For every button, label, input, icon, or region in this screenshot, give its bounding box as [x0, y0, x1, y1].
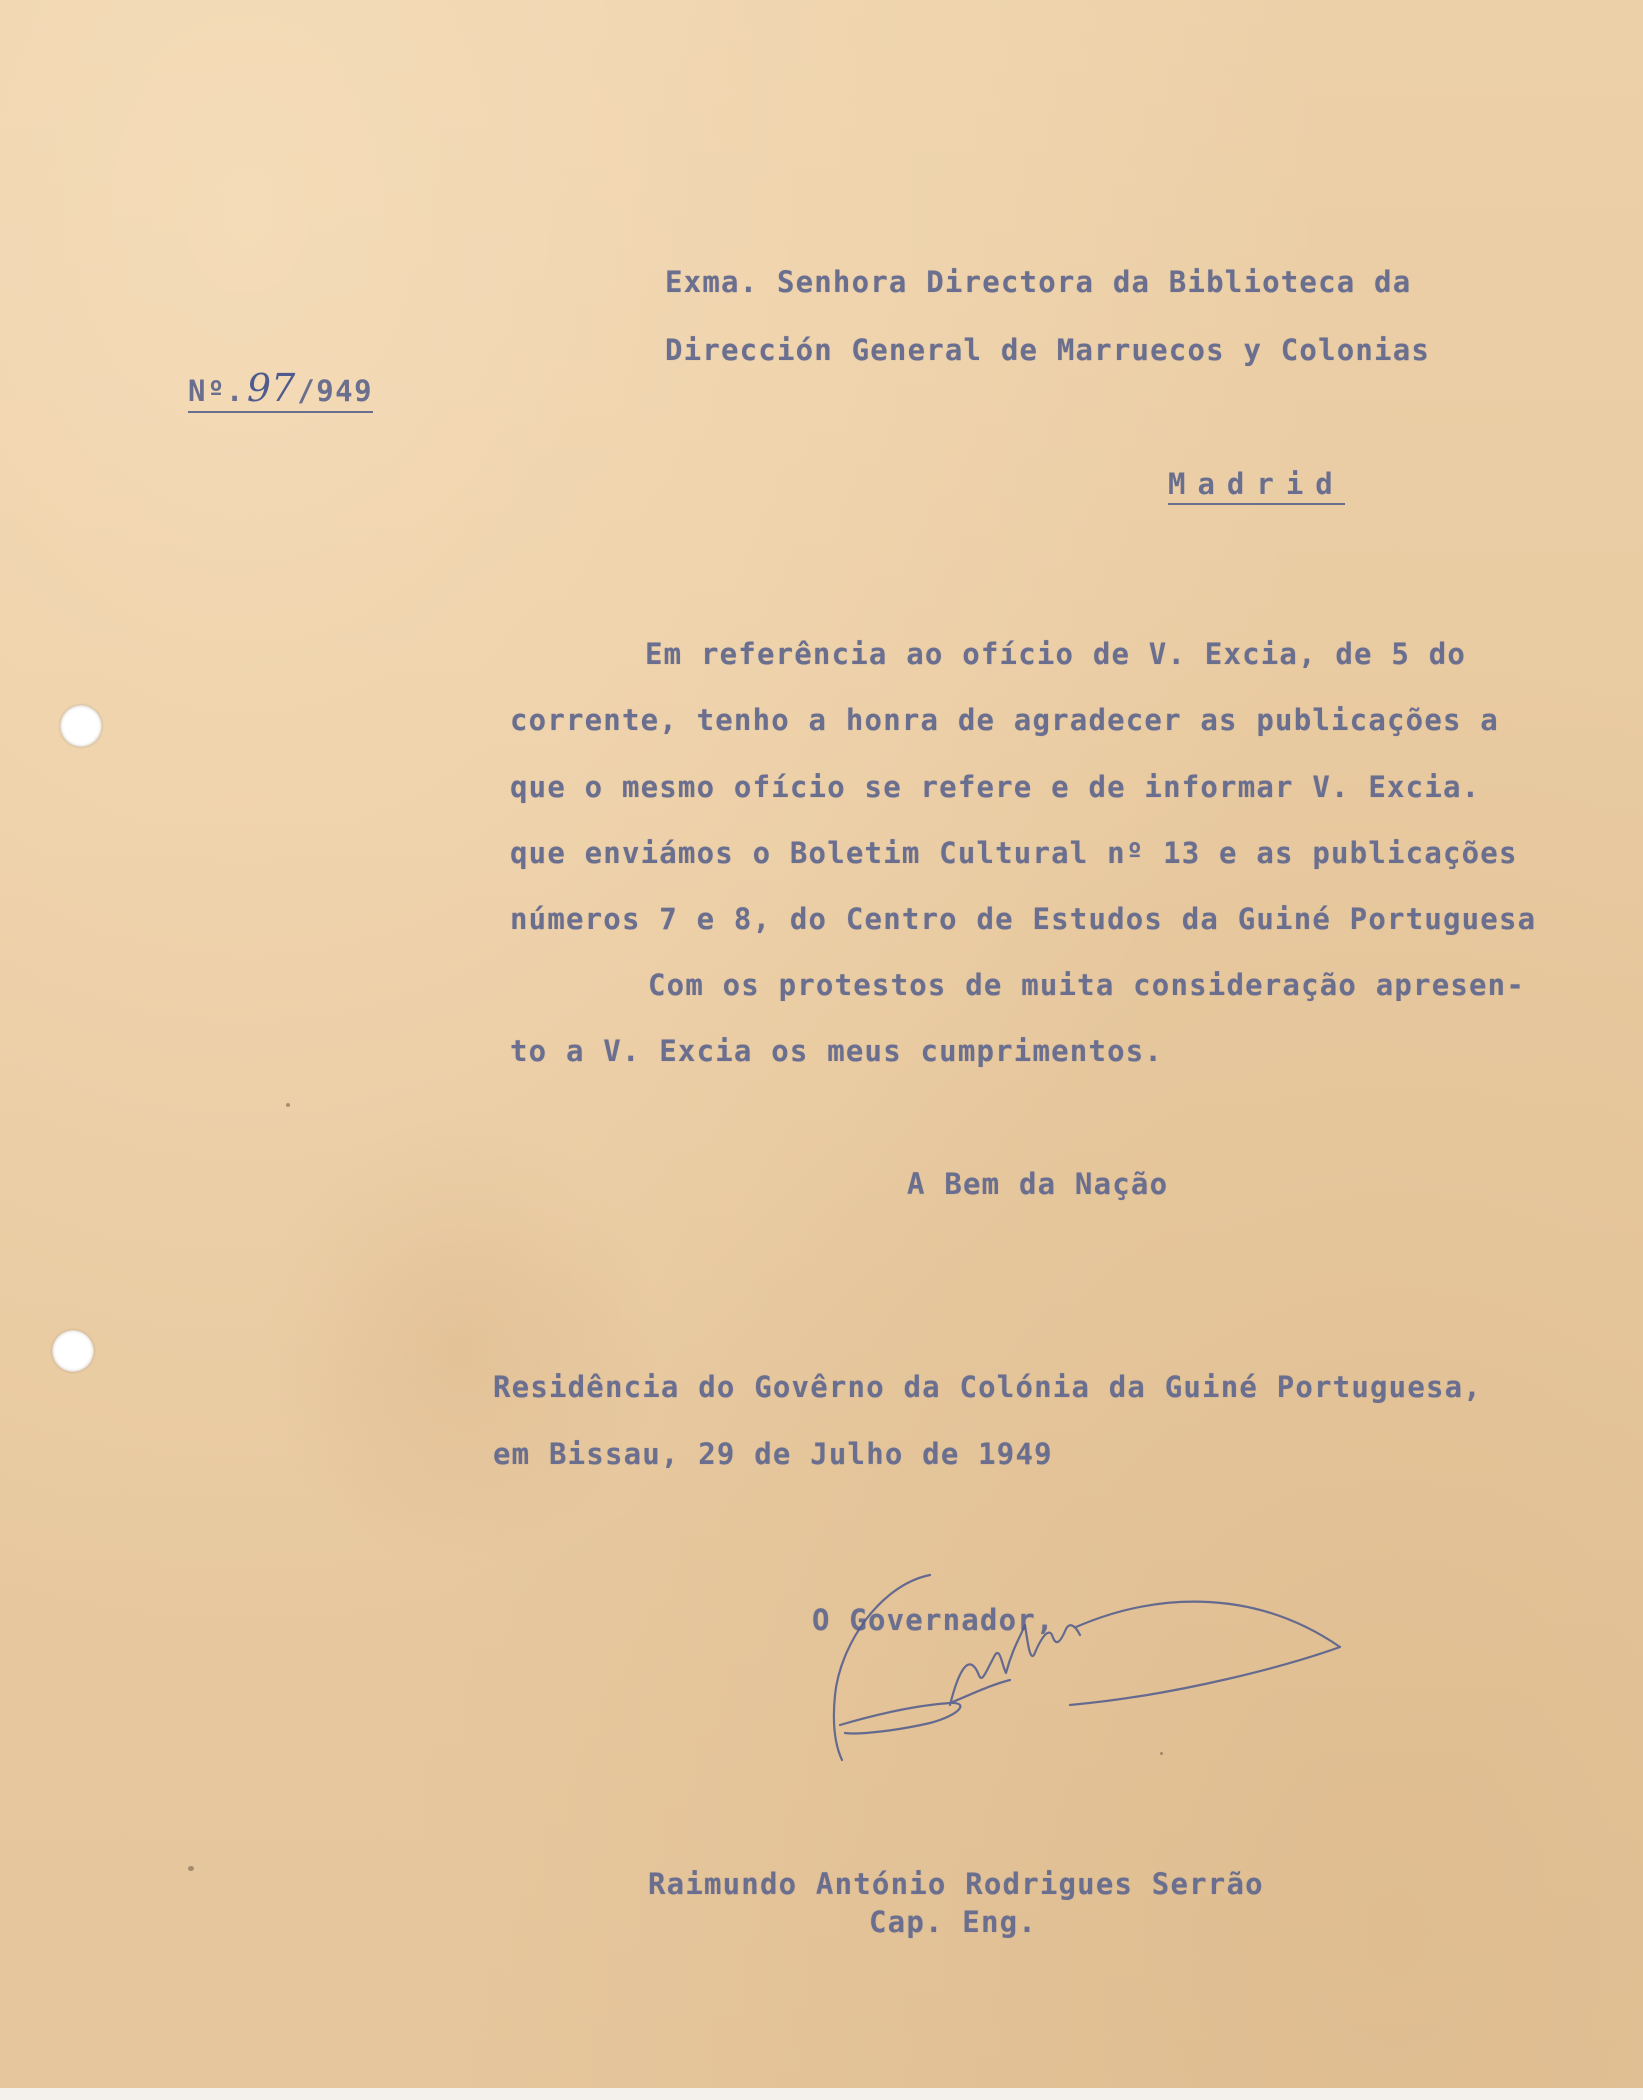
addressee-city: Madrid — [1168, 467, 1345, 505]
punch-hole-top — [60, 705, 102, 747]
body-line-4: que enviámos o Boletim Cultural nº 13 e as publicações — [510, 836, 1518, 870]
paper-speck — [1160, 1752, 1163, 1755]
reference-prefix: Nº. — [188, 374, 245, 408]
body-line-6: Com os protestos de muita consideração apresen- — [648, 968, 1525, 1002]
addressee-line-1: Exma. Senhora Directora da Biblioteca da — [665, 265, 1412, 299]
paper-speck — [286, 1103, 290, 1107]
signatory-title: O Governador, — [812, 1603, 1055, 1637]
body-line-3: que o mesmo ofício se refere e de informar V. Excia. — [510, 770, 1481, 804]
punch-hole-bottom — [52, 1330, 94, 1372]
closing-salutation: A Bem da Nação — [907, 1167, 1169, 1201]
signer-name: Raimundo António Rodrigues Serrão — [648, 1867, 1264, 1901]
addressee-line-2: Dirección General de Marruecos y Colonias — [665, 333, 1431, 367]
body-line-2: corrente, tenho a honra de agradecer as publicações a — [510, 703, 1499, 737]
body-line-7: to a V. Excia os meus cumprimentos. — [510, 1034, 1164, 1068]
signer-rank: Cap. Eng. — [869, 1905, 1037, 1939]
reference-suffix: /949 — [297, 374, 374, 408]
place-line: Residência do Govêrno da Colónia da Guiné Portuguesa, — [493, 1370, 1482, 1404]
date-line: em Bissau, 29 de Julho de 1949 — [493, 1437, 1053, 1471]
reference-number-handwritten: 97 — [246, 366, 296, 410]
body-line-5: números 7 e 8, do Centro de Estudos da Guiné Portuguesa — [510, 902, 1537, 936]
body-line-1: Em referência ao ofício de V. Excia, de 5 do — [645, 637, 1467, 671]
reference-number — [188, 366, 373, 413]
handwritten-signature — [820, 1555, 1360, 1785]
paper-speck — [188, 1866, 194, 1871]
